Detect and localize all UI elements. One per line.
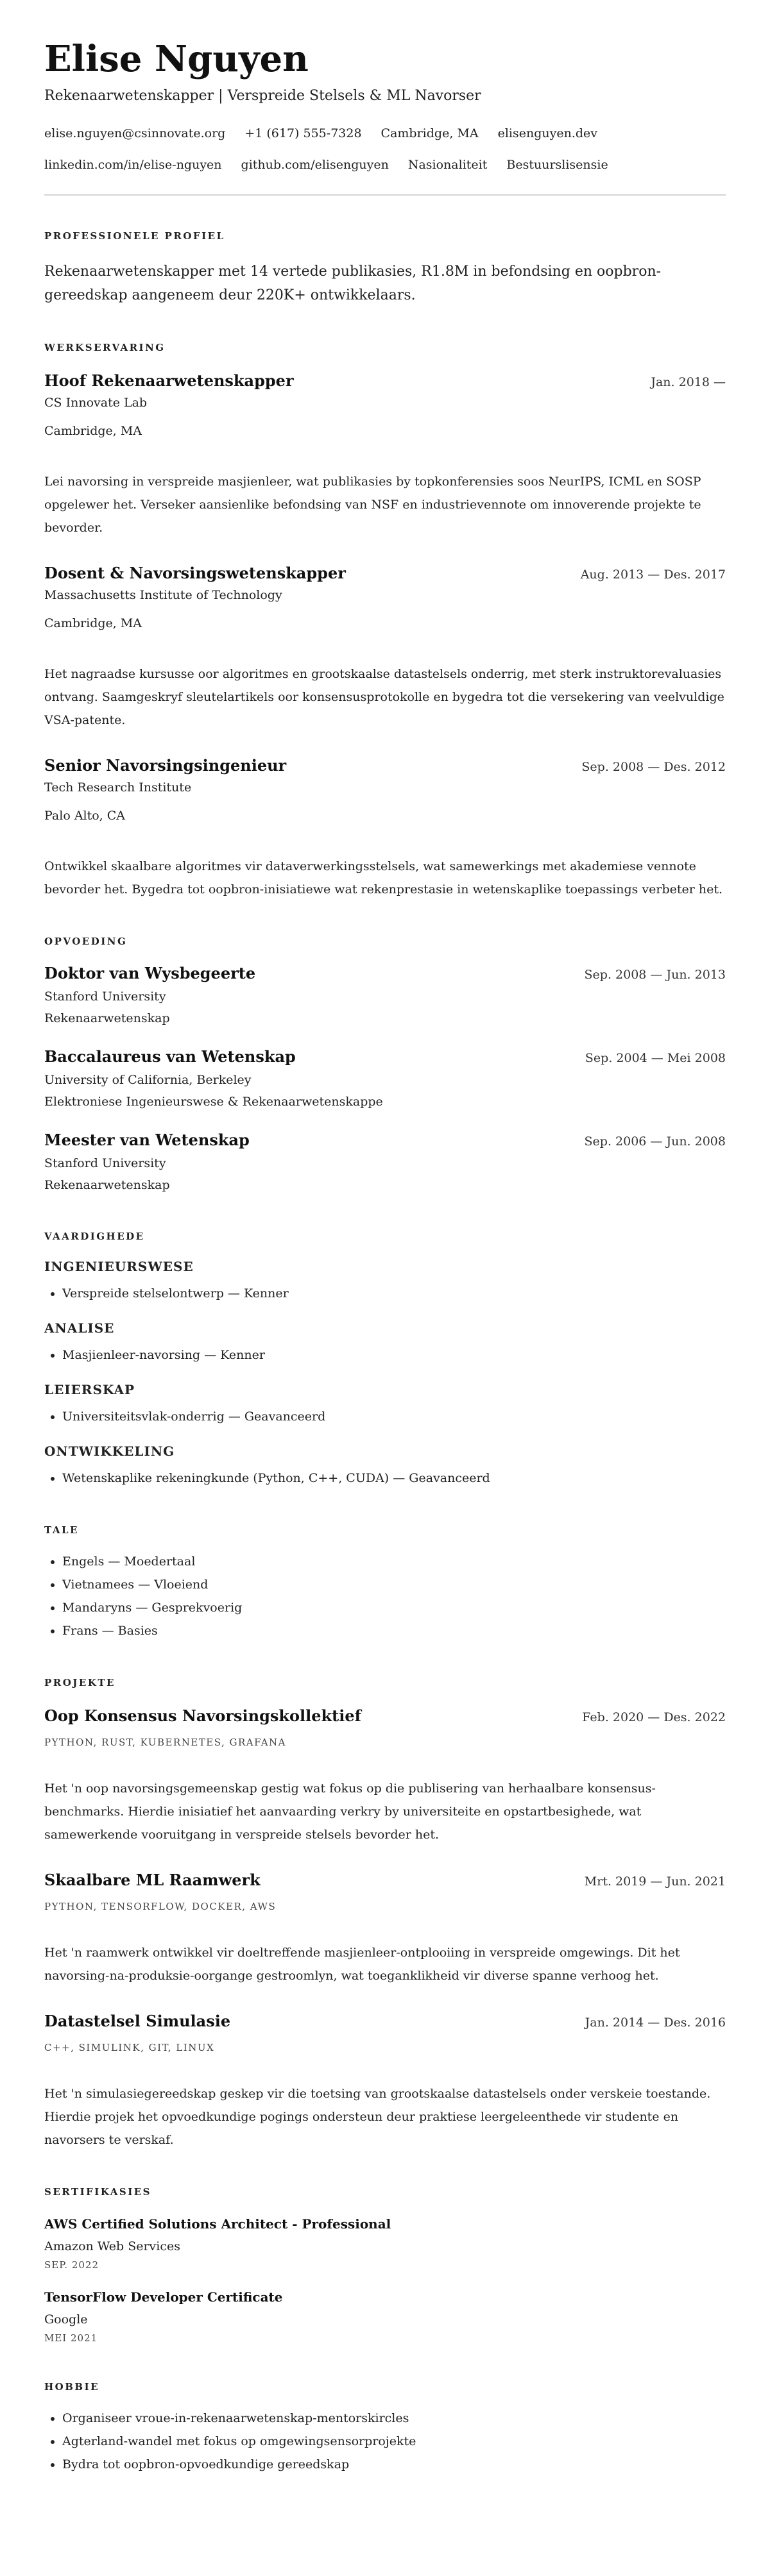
header-divider bbox=[44, 194, 726, 196]
contact-drivers-license: Bestuurslisensie bbox=[506, 158, 608, 172]
job-company: Tech Research Institute bbox=[44, 780, 192, 795]
field-of-study: Rekenaarwetenskap bbox=[44, 1011, 170, 1025]
skill-category: INGENIEURSWESE bbox=[44, 1259, 194, 1274]
job-title: Dosent & Navorsingswetenskapper bbox=[44, 564, 346, 582]
project-title: Skaalbare ML Raamwerk bbox=[44, 1871, 261, 1889]
certification-date: SEP. 2022 bbox=[44, 2259, 99, 2271]
skill-item: • Wetenskaplike rekeningkunde (Python, C++, CUDA) — Geavanceerd bbox=[62, 1467, 726, 1490]
candidate-title: Rekenaarwetenskapper | Verspreide Stelsels & ML Navorser bbox=[44, 88, 481, 104]
job-title: Senior Navorsingsingenieur bbox=[44, 756, 287, 775]
job-location: Cambridge, MA bbox=[44, 616, 142, 630]
experience-entry bbox=[44, 562, 726, 732]
education-entry bbox=[44, 963, 726, 1029]
language-item: • Vietnamees — Vloeiend bbox=[62, 1573, 726, 1596]
job-description: Lei navorsing in verspreide masjienleer, wat publikasies by topkonferensies soos NeurIPS, ICML en SOSP opgelewer het. Verseker aansienlike befondsing van NSF en industrievennote om innoverende projekte te bevorder. bbox=[44, 475, 701, 535]
job-company: Massachusetts Institute of Technology bbox=[44, 588, 282, 602]
section-heading: PROJEKTE bbox=[44, 1677, 116, 1688]
hobbies-section bbox=[44, 2380, 726, 2476]
projects-section bbox=[44, 1676, 726, 2151]
candidate-name: Elise Nguyen bbox=[44, 38, 309, 80]
skills-section bbox=[44, 1229, 726, 1490]
contact-info bbox=[44, 124, 726, 174]
experience-entry bbox=[44, 370, 726, 539]
project-title: Oop Konsensus Navorsingskollektief bbox=[44, 1706, 361, 1725]
section-heading: VAARDIGHEDE bbox=[44, 1231, 145, 1242]
hobby-item: • Bydra tot oopbron-opvoedkundige gereedskap bbox=[62, 2453, 726, 2476]
project-entry bbox=[44, 2010, 726, 2151]
degree: Meester van Wetenskap bbox=[44, 1131, 250, 1149]
language-item: • Frans — Basies bbox=[62, 1619, 726, 1642]
skill-item: • Masjienleer-navorsing — Kenner bbox=[62, 1343, 726, 1367]
job-company: CS Innovate Lab bbox=[44, 396, 148, 410]
certification-title: TensorFlow Developer Certificate bbox=[44, 2289, 283, 2305]
contact-email[interactable]: elise.nguyen@csinnovate.org bbox=[44, 126, 226, 140]
section-heading: HOBBIE bbox=[44, 2381, 100, 2393]
contact-github[interactable]: github.com/elisenguyen bbox=[241, 158, 389, 172]
contact-location: Cambridge, MA bbox=[381, 126, 479, 140]
school: Stanford University bbox=[44, 1156, 166, 1170]
languages-section bbox=[44, 1523, 726, 1642]
profile-summary: Rekenaarwetenskapper met 14 vertede publikasies, R1.8M in befondsing en oopbron-gereedskap aangeneem deur 220K+ ontwikkelaars. bbox=[44, 264, 662, 303]
experience-section bbox=[44, 341, 726, 901]
job-description: Het nagraadse kursusse oor algoritmes en grootskaalse datastelsels onderrig, met sterk instruktorevaluasies ontvang. Saamgeskryf sleutelartikels oor konsensusprotokolle en bygedra tot die versekering van veelvuldige VSA-patente. bbox=[44, 667, 724, 727]
job-location: Palo Alto, CA bbox=[44, 809, 126, 823]
project-entry bbox=[44, 1869, 726, 1987]
job-dates: Sep. 2008 — Des. 2012 bbox=[581, 760, 726, 774]
certification-entry bbox=[44, 2214, 726, 2273]
school: Stanford University bbox=[44, 989, 166, 1004]
job-dates: Aug. 2013 — Des. 2017 bbox=[580, 568, 726, 582]
section-heading: TALE bbox=[44, 1524, 79, 1536]
education-section bbox=[44, 934, 726, 1196]
contact-website[interactable]: elisenguyen.dev bbox=[497, 126, 598, 140]
project-dates: Feb. 2020 — Des. 2022 bbox=[582, 1710, 726, 1724]
project-dates: Jan. 2014 — Des. 2016 bbox=[585, 2016, 726, 2030]
project-description: Het 'n raamwerk ontwikkel vir doeltreffende masjienleer-ontplooiing in verspreide omgewings. Dit het navorsing-na-produksie-oorgange gestroomlyn, wat toeganklikheid vir diverse spanne verhoog het. bbox=[44, 1946, 680, 1983]
profile-section bbox=[44, 229, 726, 307]
project-entry bbox=[44, 1705, 726, 1846]
project-title: Datastelsel Simulasie bbox=[44, 2012, 231, 2030]
job-title: Hoof Rekenaarwetenskapper bbox=[44, 371, 294, 390]
section-heading: SERTIFIKASIES bbox=[44, 2186, 151, 2198]
contact-nationality: Nasionaliteit bbox=[407, 158, 488, 172]
job-description: Ontwikkel skaalbare algoritmes vir dataverwerkingsstelsels, wat samewerkings met akademiese vennote bevorder het. Bygedra tot oopbron-inisiatiewe wat rekenprestasie in wetenskaplike toepassings verbeter het. bbox=[44, 859, 723, 897]
certification-entry bbox=[44, 2287, 726, 2346]
certification-title: AWS Certified Solutions Architect - Professional bbox=[44, 2216, 391, 2232]
education-dates: Sep. 2008 — Jun. 2013 bbox=[584, 968, 726, 982]
field-of-study: Rekenaarwetenskap bbox=[44, 1178, 170, 1192]
education-dates: Sep. 2006 — Jun. 2008 bbox=[584, 1134, 726, 1149]
degree: Doktor van Wysbegeerte bbox=[44, 964, 256, 982]
project-tech: C++, SIMULINK, GIT, LINUX bbox=[44, 2042, 215, 2053]
contact-phone: +1 (617) 555-7328 bbox=[244, 126, 362, 140]
job-location: Cambridge, MA bbox=[44, 424, 142, 438]
degree: Baccalaureus van Wetenskap bbox=[44, 1047, 296, 1066]
skill-category: ONTWIKKELING bbox=[44, 1444, 175, 1459]
project-dates: Mrt. 2019 — Jun. 2021 bbox=[584, 1874, 726, 1889]
certification-issuer: Amazon Web Services bbox=[44, 2239, 181, 2253]
contact-linkedin[interactable]: linkedin.com/in/elise-nguyen bbox=[44, 158, 222, 172]
certifications-section bbox=[44, 2185, 726, 2346]
field-of-study: Elektroniese Ingenieurswese & Rekenaarwetenskappe bbox=[44, 1095, 383, 1109]
school: University of California, Berkeley bbox=[44, 1073, 252, 1087]
job-dates: Jan. 2018 — bbox=[651, 375, 726, 389]
education-entry bbox=[44, 1046, 726, 1113]
project-tech: PYTHON, RUST, KUBERNETES, GRAFANA bbox=[44, 1737, 287, 1748]
language-item: • Engels — Moedertaal bbox=[62, 1550, 726, 1573]
skill-item: • Universiteitsvlak-onderrig — Geavanceerd bbox=[62, 1405, 726, 1428]
skill-category: ANALISE bbox=[44, 1320, 115, 1336]
hobby-item: • Agterland-wandel met fokus op omgewingsensorprojekte bbox=[62, 2430, 726, 2453]
resume-header bbox=[44, 36, 726, 174]
hobby-item: • Organiseer vroue-in-rekenaarwetenskap-mentorskircles bbox=[62, 2407, 726, 2430]
language-item: • Mandaryns — Gesprekvoerig bbox=[62, 1596, 726, 1619]
project-tech: PYTHON, TENSORFLOW, DOCKER, AWS bbox=[44, 1901, 277, 1912]
education-dates: Sep. 2004 — Mei 2008 bbox=[585, 1051, 726, 1065]
experience-entry bbox=[44, 755, 726, 901]
section-heading: OPVOEDING bbox=[44, 936, 128, 947]
skill-category: LEIERSKAP bbox=[44, 1382, 135, 1397]
certification-date: MEI 2021 bbox=[44, 2332, 98, 2344]
section-heading: WERKSERVARING bbox=[44, 342, 166, 353]
section-heading: PROFESSIONELE PROFIEL bbox=[44, 230, 225, 242]
skill-item: • Verspreide stelselontwerp — Kenner bbox=[62, 1282, 726, 1305]
project-description: Het 'n oop navorsingsgemeenskap gestig wat fokus op die publisering van herhaalbare konsensus-benchmarks. Hierdie inisiatief het aanvaarding verkry by universiteite en opstartbesighede, wat samewerkende vooruitgang in verspreide stelsels bevorder het. bbox=[44, 1781, 656, 1842]
education-entry bbox=[44, 1129, 726, 1196]
project-description: Het 'n simulasiegereedskap geskep vir die toetsing van grootskaalse datastelsels onder verskeie toestande. Hierdie projek het opvoedkundige pogings ondersteun deur praktiese leergeleenthede vir studente en navorsers te verskaf. bbox=[44, 2087, 711, 2147]
certification-issuer: Google bbox=[44, 2312, 88, 2327]
